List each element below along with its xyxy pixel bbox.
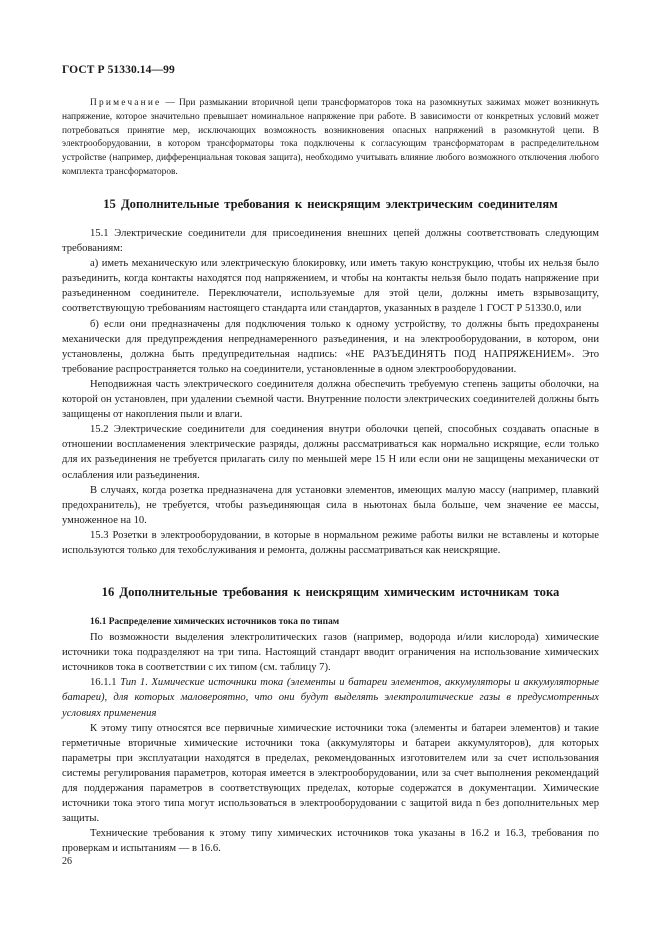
document-header: ГОСТ Р 51330.14—99 [62, 64, 175, 76]
subsection-16-1-label: 16.1 Распределение химических источников тока по типам [90, 617, 340, 627]
section-15-title: 15 Дополнительные требования к неискрящим электрическим соединителям [103, 197, 558, 211]
paragraph-15-1-a: а) иметь механическую или электрическую блокировку, или иметь такую конструкцию, чтобы их нельзя было разъединить, когда контакты находятся под напряжением, и чтобы на контакты нельзя было подать напряжение при разъединенном соединителе. Переключатели, используемые для этой цели, должны иметь взрывозащиту, соответствующую требованиям настоящего стандарта или стандартов, указанных в разделе 1 ГОСТ Р 51330.0, или [62, 258, 599, 315]
paragraph-16-1-1-number: 16.1.1 [90, 677, 117, 689]
section-16-body [62, 614, 599, 857]
paragraph-15-1-fixed-part: Неподвижная часть электрического соединителя должна обеспечить требуемую степень защиты оболочки, на которой он установлен, при удалении съемной части. Внутренние полости электрических соединителей должны быть защищены от накопления пыли и влаги. [62, 378, 599, 421]
paragraph-15-1-b: б) если они предназначены для подключения только к одному устройству, то должны быть предохранены механически для предупреждения непреднамеренного разъединения, и на электрооборудовании, в котором, они установлены, должна быть предупредительная надпись: «НЕ РАЗЪЕДИНЯТЬ ПОД НАПРЯЖЕНИЕМ». Это требование распространяется только на соединители, установленные в одном электрооборудовании. [62, 318, 599, 375]
note-paragraph [62, 97, 599, 180]
paragraph-16-1-1-italic: Тип 1. Химические источники тока (элементы и батареи элементов, аккумуляторы и аккумуляторные батареи), для которых маловероятно, что они будут выделять электролитические газы в предусмотренных условиях применения [62, 677, 599, 719]
section-16-title: 16 Дополнительные требования к неискрящим химическим источникам тока [101, 585, 560, 599]
page-number: 26 [62, 856, 72, 867]
paragraph-16-1-1 [62, 675, 599, 720]
paragraph-15-1: 15.1 Электрические соединители для присоединения внешних цепей должны соответствовать следующим требованиям: [62, 228, 599, 255]
subsection-16-1-title [62, 614, 599, 630]
paragraph-16-1: По возможности выделения электролитических газов (например, водорода и/или кислорода) химические источники тока подразделяют на три типа. Настоящий стандарт вводит ограничения на использование химических источников тока в соответствии с их типом (см. таблицу 7). [62, 632, 599, 674]
paragraph-15-2: 15.2 Электрические соединители для соединения внутри оболочки цепей, способных создавать опасные в отношении воспламенения электрические разряды, должны рассматриваться как нормально искрящие, если только для их разъединения не требуется прилагать силу по меньшей мере 15 Н или если они не защищены механически от ослабления или разъединения. [62, 424, 599, 481]
paragraph-15-3: 15.3 Розетки в электрооборудовании, в которые в нормальном режиме работы вилки не вставлены и которые используются только для техобслуживания и ремонта, должны рассматриваться как неискрящие. [62, 529, 599, 556]
note-text: — При размыкании вторичной цепи трансформаторов тока на разомкнутых зажимах может возникнуть напряжение, которое значительно превышает номинальное напряжение при работе. В зависимости от конкретных условий может потребоваться принятие мер, исключающих возможность возникновения опасных напряжений в разомкнутой цепи. В электрооборудовании, в котором трансформаторы тока подключены к согласующим трансформаторам в распределительном устройстве (например, дифференциальная токовая защита), необходимо учитывать влияние любого возможного отключения любого комплекта трансформаторов. [62, 98, 599, 177]
note-label: Примечание [90, 98, 162, 108]
paragraph-16-requirements: Технические требования к этому типу химических источников тока указаны в 16.2 и 16.3, требования по проверкам и испытаниям — в 16.6. [62, 828, 599, 855]
note-block [62, 97, 599, 180]
paragraph-16-type1-description: К этому типу относятся все первичные химические источники тока (элементы и батареи элементов) и такие герметичные вторичные химические источники тока (аккумуляторы и батареи аккумуляторов), для которых параметры при эксплуатации находятся в пределах, рекомендованных изготовителем или за счет использования системы регулирования параметров, которая имеется в электрооборудовании, или за счет выполнения рекомендаций для поддержания параметров в соответствующих пределах, которые содержатся в документации. Химические источники тока этого типа могут использоваться в электрооборудовании с защитой вида n без дополнительных мер защиты. [62, 722, 599, 825]
section-15-body [62, 226, 599, 558]
paragraph-15-2-socket: В случаях, когда розетка предназначена для установки элементов, имеющих малую массу (например, плавкий предохранитель), не требуется, чтобы разъединяющая сила в ньютонах была больше, чем значение ее массы, умноженное на 10. [62, 484, 599, 526]
